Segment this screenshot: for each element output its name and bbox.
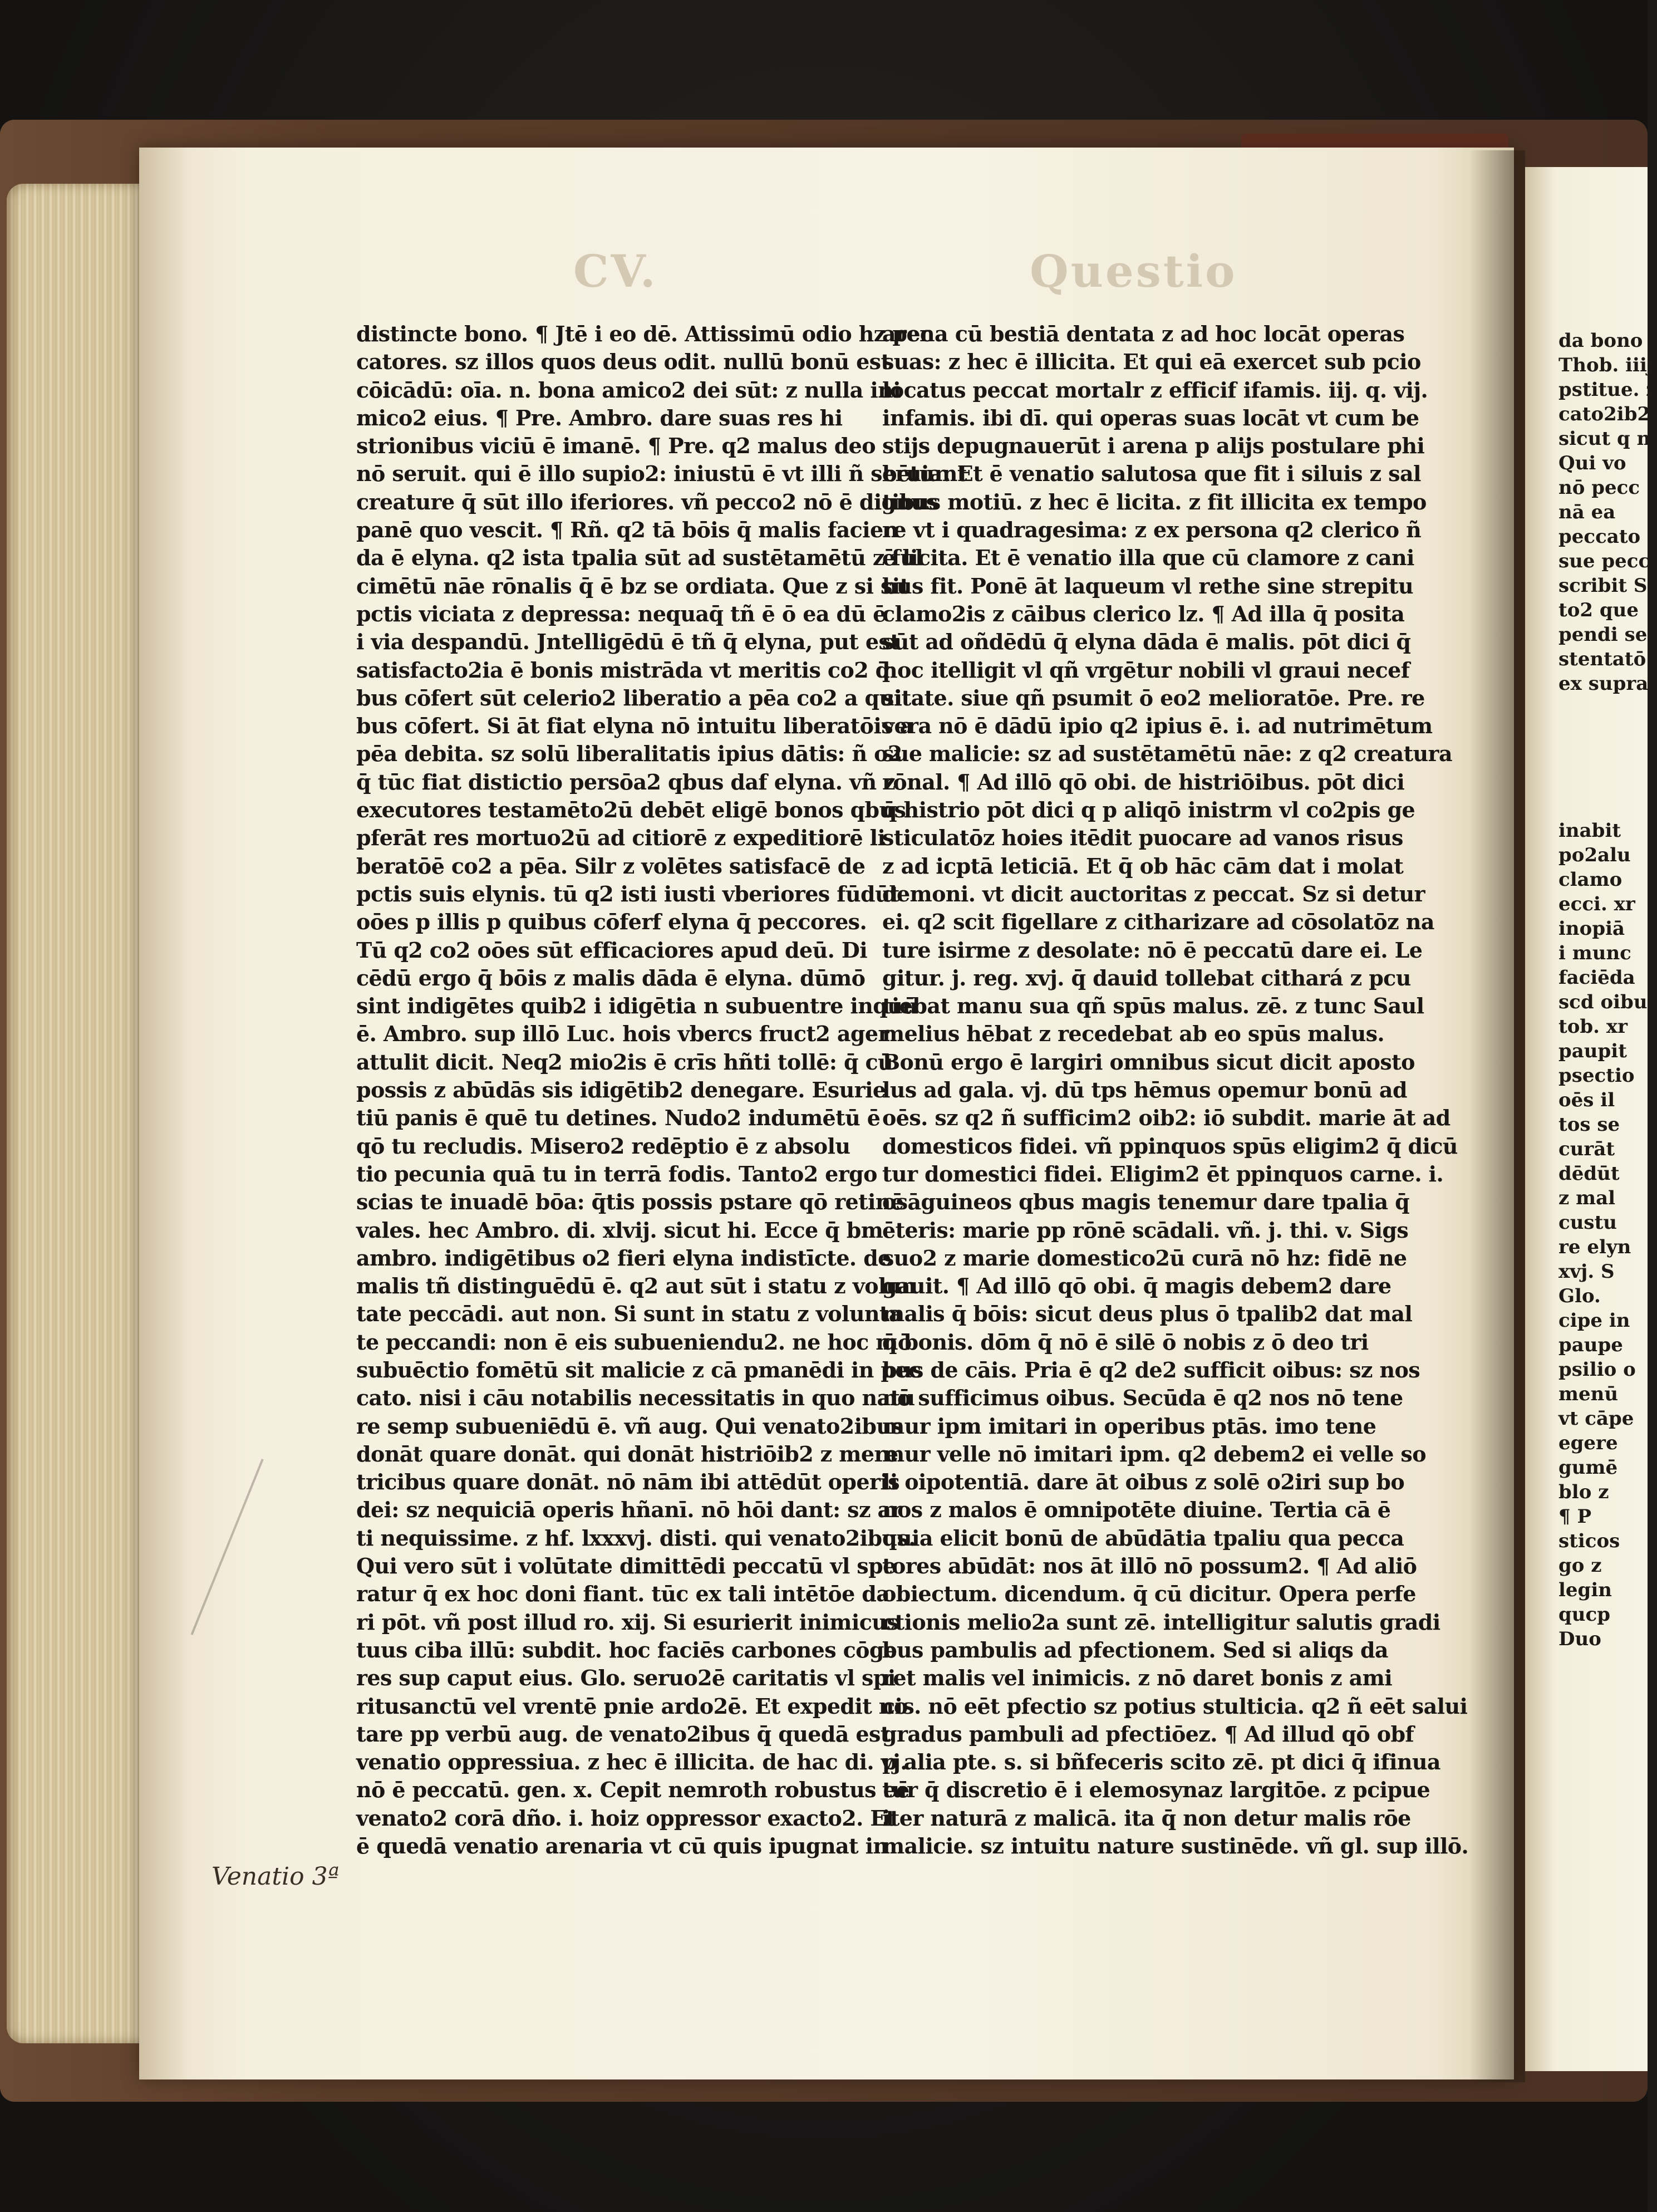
- sliver-line: po2alu: [1558, 844, 1631, 866]
- text-line: malicie. sz intuitu nature sustinēde. vñ gl. sup illō.: [882, 1833, 1469, 1859]
- text-line: pctis viciata z depressa: nequaq̄ tñ ē ō ea dū ē: [356, 601, 886, 626]
- sliver-line: menū: [1558, 1383, 1619, 1405]
- text-line: pēa debita. sz solū liberalitatis ipius dātis: ñ o2: [356, 741, 902, 767]
- text-line: malis q̄ bōis: sicut deus plus ō tpalib2 dat mal: [882, 1301, 1413, 1327]
- sliver-line: qucp: [1558, 1603, 1610, 1626]
- marginal-note: Venatio 3ª: [212, 1862, 340, 1891]
- text-line: ambro. indigētibus o2 fieri elyna indistīcte. de: [356, 1245, 891, 1271]
- sliver-line: z mal: [1558, 1187, 1616, 1209]
- text-line: pferāt res mortuo2ū ad citiorē z expeditiorē li: [356, 825, 886, 851]
- sliver-line: blo z: [1558, 1481, 1609, 1503]
- text-line: Qui vero sūt i volūtate dimittēdi peccatū vl spe: [356, 1553, 896, 1579]
- text-line: mico2 eius. ¶ Pre. Ambro. dare suas res hi: [356, 405, 843, 430]
- text-line: osāguineos qbus magis tenemur dare tpalia q̄: [882, 1189, 1410, 1215]
- sliver-line: [1558, 745, 1653, 769]
- text-line: ē licita. Et ē venatio illa que cū clamore z cani: [882, 545, 1414, 571]
- text-line: tuus ciba illū: subdit. hoc faciēs carbones cōge: [356, 1637, 897, 1662]
- sliver-line: Glo.: [1558, 1285, 1601, 1307]
- sliver-line: faciēda: [1558, 967, 1635, 989]
- running-head-right: Questio: [1030, 245, 1237, 297]
- text-line: rōnal. ¶ Ad illō qō obi. de histriōibus. pōt dici: [882, 769, 1405, 794]
- sliver-line: tos se: [1558, 1114, 1620, 1136]
- text-line: gradus pambuli ad pfectiōez. ¶ Ad illud qō obf: [882, 1721, 1414, 1747]
- text-line: cimētū nāe rōnalis q̄ ē bz se ordiata. Que z si sit: [356, 573, 909, 599]
- text-line: ritusanctū vel vrentē pnie ardo2ē. Et expedit no: [356, 1693, 908, 1719]
- text-line: cōicādū: oīa. n. bona amico2 dei sūt: z nulla ini: [356, 377, 901, 403]
- text-line: possis z abūdās sis idigētib2 denegare. Esurie: [356, 1077, 886, 1103]
- sliver-line: Duo: [1558, 1628, 1601, 1650]
- text-line: ratur q̄ ex hoc doni fiant. tūc ex tali intētōe da: [356, 1581, 890, 1607]
- text-line: tio pecunia quā tu in terrā fodis. Tanto2 ergo: [356, 1161, 877, 1186]
- sliver-line: tob. xr: [1558, 1016, 1628, 1038]
- text-line: ture isirme z desolate: nō ē peccatū dare ei. Le: [882, 937, 1423, 963]
- sliver-line: oēs il: [1558, 1089, 1615, 1111]
- sliver-line: nā ea: [1558, 501, 1616, 523]
- sliver-line: paupe: [1558, 1334, 1623, 1356]
- sliver-line: [1558, 794, 1653, 818]
- sliver-line: peccato: [1558, 526, 1641, 548]
- text-line: nō ē peccatū. gen. x. Cepit nemroth robustus eē: [356, 1777, 909, 1803]
- text-line: nos z malos ē omnipotēte diuine. Tertia cā ē: [882, 1497, 1391, 1523]
- sliver-line: [1558, 720, 1653, 745]
- text-line: locatus peccat mortalr z efficif ifamis. iij. q. vij.: [882, 377, 1428, 403]
- sliver-line: ex supra: [1558, 673, 1649, 695]
- text-line: suas: z hec ē illicita. Et qui eā exercet sub pcio: [882, 349, 1421, 375]
- text-line: vales. hec Ambro. di. xlvij. sicut hi. Ecce q̄ bm: [356, 1217, 883, 1243]
- text-line: ēteris: marie pp rōnē scādali. vñ. j. thi. v. Sigs: [882, 1217, 1409, 1243]
- sliver-line: pendi se: [1558, 624, 1648, 646]
- sliver-line: nō pecc: [1558, 477, 1640, 499]
- text-line: venato2 corā dño. i. hoiz oppressor exacto2. Et: [356, 1805, 896, 1831]
- text-line: pctis suis elynis. tū q2 isti iusti vberiores fūdūt: [356, 881, 899, 906]
- text-line: beratōē co2 a pēa. Silr z volētes satisfacē de: [356, 853, 866, 879]
- sliver-line: psectio: [1558, 1065, 1635, 1087]
- text-line: infamis. ibi dī. qui operas suas locāt vt cum be: [882, 405, 1419, 430]
- text-line: iter naturā z malicā. ita q̄ non detur malis rōe: [882, 1805, 1411, 1831]
- text-line: sticulatōz hoies itēdit puocare ad vanos risus: [882, 825, 1403, 851]
- sliver-line: paupit: [1558, 1040, 1627, 1062]
- text-line: sitate. siue qñ psumit ō eo2 melioratōe. Pre. re: [882, 685, 1425, 710]
- text-line: tur q̄ discretio ē i elemosynaz largitōe. z pcipue: [882, 1777, 1430, 1803]
- text-line: executores testamēto2ū debēt eligē bonos qbus: [356, 797, 906, 823]
- text-line: cis. nō eēt pfectio sz potius stulticia. q2 ñ eēt salui: [882, 1693, 1468, 1719]
- sliver-line: i munc: [1558, 942, 1631, 964]
- text-line: arena cū bestiā dentata z ad hoc locāt operas: [882, 321, 1405, 346]
- text-line: tores abūdāt: nos āt illō nō possum2. ¶ Ad aliō: [882, 1553, 1417, 1579]
- text-line: sint indigētes quib2 i idigētia n subuentre inquū: [356, 993, 918, 1019]
- text-line: catores. sz illos quos deus odit. nullū bonū est: [356, 349, 891, 375]
- sliver-line: inabit: [1558, 820, 1621, 842]
- text-line: tiebat manu sua qñ spūs malus. zē. z tunc Saul: [882, 993, 1424, 1019]
- text-line: vera nō ē dādū ipio q2 ipius ē. i. ad nutrimētum: [882, 713, 1433, 739]
- sliver-line: sticos: [1558, 1530, 1620, 1552]
- text-line: melius hēbat z recedebat ab eo spūs malus.: [882, 1021, 1385, 1047]
- sliver-line: da bono: [1558, 330, 1643, 352]
- text-line: nō sufficimus oibus. Secūda ē q2 nos nō tene: [882, 1385, 1403, 1411]
- text-line: bus pambulis ad pfectionem. Sed si aliqs da: [882, 1637, 1388, 1662]
- text-line: venatio oppressiua. z hec ē illicita. de hac di. vj.: [356, 1749, 907, 1775]
- text-line: oēs. sz q2 ñ sufficim2 oib2: iō subdit. marie āt ad: [882, 1105, 1451, 1131]
- text-line: re semp subueniēdū ē. vñ aug. Qui venato2ibus: [356, 1413, 903, 1439]
- text-line: ē. Ambro. sup illō Luc. hois vbercs fruct2 ager: [356, 1021, 889, 1047]
- text-line: lus ad gala. vj. dū tps hēmus opemur bonū ad: [882, 1077, 1407, 1103]
- text-line: bus de cāis. Pria ē q2 de2 sufficit oibus: sz nos: [882, 1357, 1420, 1382]
- text-line: creature q̄ sūt illo iferiores. vñ pecco2 nō ē dignus: [356, 489, 938, 514]
- text-column-left: [356, 320, 967, 1860]
- sliver-line: dēdūt: [1558, 1163, 1620, 1185]
- text-line: demoni. vt dicit auctoritas z peccat. Sz si detur: [882, 881, 1425, 906]
- text-line: gitur. j. reg. xvj. q̄ dauid tollebat cithará z pcu: [882, 965, 1411, 990]
- gutter-shadow: [1469, 150, 1525, 2082]
- text-line: distincte bono. ¶ Jtē i eo dē. Attissimū odio hz pec: [356, 321, 933, 346]
- text-line: mur velle nō imitari ipm. q2 debem2 ei velle so: [882, 1441, 1426, 1467]
- sliver-line: ¶ P: [1558, 1505, 1592, 1528]
- text-line: dei: sz nequiciā operis hñanī. nō hōi dant: sz ar: [356, 1497, 902, 1523]
- text-line: donāt quare donāt. qui donāt histriōib2 z mere: [356, 1441, 898, 1467]
- sliver-line: sue pecc: [1558, 550, 1650, 572]
- text-line: res sup caput eius. Glo. seruo2ē caritatis vl spi: [356, 1665, 896, 1691]
- text-line: obiectum. dicendum. q̄ cū dicitur. Opera perfe: [882, 1581, 1416, 1607]
- text-line: attulit dicit. Neq2 mio2is ē crīs hñti tollē: q̄ cū: [356, 1049, 893, 1075]
- text-column-right: [882, 320, 1469, 1860]
- text-line: re vt i quadragesima: z ex persona q2 clerico ñ: [882, 517, 1422, 543]
- sliver-line: re elyn: [1558, 1236, 1631, 1258]
- text-line: tare pp verbū aug. de venato2ibus q̄ quedā est: [356, 1721, 890, 1747]
- sliver-line: scribit S: [1558, 575, 1648, 597]
- text-line: ctionis melio2a sunt zē. intelligitur salutis gradi: [882, 1609, 1440, 1635]
- sliver-line: gumē: [1558, 1456, 1618, 1479]
- text-line: strionibus viciū ē imanē. ¶ Pre. q2 malus deo: [356, 433, 876, 459]
- text-line: p alia pte. s. si bñfeceris scito zē. pt dici q̄ ifinua: [882, 1749, 1440, 1775]
- text-line: da ē elyna. q2 ista tpalia sūt ad sustētamētū z ful: [356, 545, 923, 571]
- sliver-line: scd oibu: [1558, 991, 1648, 1013]
- text-line: z ad icptā leticiā. Et q̄ ob hāc cām dat i molat: [882, 853, 1404, 879]
- text-line: ret malis vel inimicis. z nō daret bonis z ami: [882, 1665, 1393, 1691]
- text-line: oōes p illis p quibus cōferf elyna q̄ peccores.: [356, 909, 867, 935]
- text-line: malis tñ distinguēdū ē. q2 aut sūt i statu z volun: [356, 1273, 916, 1299]
- text-line: Bonū ergo ē largiri omnibus sicut dicit aposto: [882, 1049, 1415, 1075]
- sliver-line: sicut q n: [1558, 428, 1651, 450]
- text-line: clamo2is z cāibus clerico lz. ¶ Ad illa q̄ posita: [882, 601, 1405, 626]
- text-line: bus fit. Ponē āt laqueum vl rethe sine strepitu: [882, 573, 1413, 599]
- text-line: q̄ histrio pōt dici q p aliqō inistrm vl co2pis ge: [882, 797, 1415, 823]
- text-line: suo2 z marie domestico2ū curā nō hz: fidē ne: [882, 1245, 1407, 1271]
- sliver-line: stentatō: [1558, 648, 1646, 670]
- text-line: tate peccādi. aut non. Si sunt in statu z volunta: [356, 1301, 902, 1327]
- text-line: bētur. Et ē venatio salutosa que fit i siluis z sal: [882, 461, 1421, 487]
- text-line: domesticos fidei. vñ ppinquos spūs eligim2 q̄ dicū: [882, 1133, 1458, 1159]
- text-line: tibus motiū. z hec ē licita. z fit illicita ex tempo: [882, 489, 1427, 514]
- text-line: stijs depugnauerūt i arena p alijs postulare phi: [882, 433, 1425, 459]
- running-head-left: CV.: [573, 245, 658, 297]
- text-line: ē quedā venatio arenaria vt cū quis ipugnat in: [356, 1833, 888, 1859]
- text-line: sūt ad oñdēdū q̄ elyna dāda ē malis. pōt dici q̄: [882, 629, 1411, 655]
- text-line: qō tu recludis. Misero2 redēptio ē z absolu: [356, 1133, 850, 1159]
- text-line: bus cōfert sūt celerio2 liberatio a pēa co2 a qui: [356, 685, 902, 710]
- sliver-line: psilio o: [1558, 1358, 1636, 1381]
- text-line: subuēctio fomētū sit malicie z cā pmanēdi in pec: [356, 1357, 921, 1382]
- text-line: Tū q2 co2 oōes sūt efficaciores apud deū. Di: [356, 937, 868, 963]
- sliver-line: Qui vo: [1558, 452, 1626, 474]
- sliver-line: legin: [1558, 1579, 1612, 1601]
- sliver-line: egere: [1558, 1432, 1618, 1454]
- text-line: nō seruit. qui ē illo supio2: iniustū ē vt illi ñ seruiant: [356, 461, 967, 487]
- next-page-text-sliver: [1558, 328, 1657, 1651]
- text-line: li oipotentiā. dare āt oibus z solē o2iri sup bo: [882, 1469, 1405, 1495]
- sliver-line: cato2ib2: [1558, 403, 1651, 425]
- sliver-line: xvj. S: [1558, 1261, 1615, 1283]
- text-line: i via despandū. Jntelligēdū ē tñ q̄ elyna, put est: [356, 629, 900, 655]
- sliver-line: inopiā: [1558, 918, 1625, 940]
- sliver-line: Thob. iiij: [1558, 354, 1654, 376]
- sliver-line: pstitue. z: [1558, 379, 1657, 401]
- text-line: cato. nisi i cāu notabilis necessitatis in quo natu: [356, 1385, 915, 1411]
- text-line: hoc itelligit vl qñ vrgētur nobili vl graui necef: [882, 657, 1410, 683]
- sliver-line: curāt: [1558, 1138, 1615, 1160]
- text-line: mur ipm imitari in operibus ptās. imo tene: [882, 1413, 1376, 1439]
- sliver-line: to2 que: [1558, 599, 1639, 621]
- sliver-line: clamo: [1558, 869, 1622, 891]
- text-line: panē quo vescit. ¶ Rñ. q2 tā bōis q̄ malis facien: [356, 517, 898, 543]
- text-line: ti nequissime. z hf. lxxxvj. disti. qui venato2ibus.: [356, 1525, 916, 1551]
- text-line: tiū panis ē quē tu detines. Nudo2 indumētū ē: [356, 1105, 881, 1131]
- text-line: ri pōt. vñ post illud ro. xij. Si esurierit inimicus: [356, 1609, 899, 1635]
- text-line: q̄ bonis. dōm q̄ nō ē silē ō nobis z ō deo tri: [882, 1329, 1369, 1355]
- text-line: scias te inuadē bōa: q̄tis possis pstare qō retinē: [356, 1189, 904, 1215]
- page-edges: [7, 184, 140, 2043]
- sliver-line: [1558, 769, 1653, 794]
- text-line: tricibus quare donāt. nō nām ibi attēdūt operis: [356, 1469, 900, 1495]
- sliver-line: vt cāpe: [1558, 1407, 1634, 1430]
- text-line: cēdū ergo q̄ bōis z malis dāda ē elyna. dūmō: [356, 965, 866, 990]
- text-line: satisfacto2ia ē bonis mistrāda vt meritis co2 q̄: [356, 657, 890, 683]
- sliver-line: [1558, 696, 1653, 720]
- text-line: bus cōfert. Si āt fiat elyna nō intuitu liberatōis a: [356, 713, 913, 739]
- text-line: ei. q2 scit figellare z citharizare ad cōsolatōz na: [882, 909, 1434, 935]
- text-line: sue malicie: sz ad sustētamētū nāe: z q2 creatura: [882, 741, 1452, 767]
- text-line: gauit. ¶ Ad illō qō obi. q̄ magis debem2 dare: [882, 1273, 1392, 1299]
- text-line: quia elicit bonū de abūdātia tpaliu qua pecca: [882, 1525, 1404, 1551]
- text-line: q̄ tūc fiat distictio persōa2 qbus daf elyna. vñ z: [356, 769, 896, 794]
- text-line: te peccandi: non ē eis subueniendu2. ne hoc mō: [356, 1329, 912, 1355]
- sliver-line: go z: [1558, 1554, 1602, 1577]
- sliver-line: ecci. xr: [1558, 893, 1635, 915]
- sliver-line: cipe in: [1558, 1309, 1630, 1332]
- sliver-line: custu: [1558, 1212, 1617, 1234]
- text-line: tur domestici fidei. Eligim2 ēt ppinquos carne. i.: [882, 1161, 1444, 1186]
